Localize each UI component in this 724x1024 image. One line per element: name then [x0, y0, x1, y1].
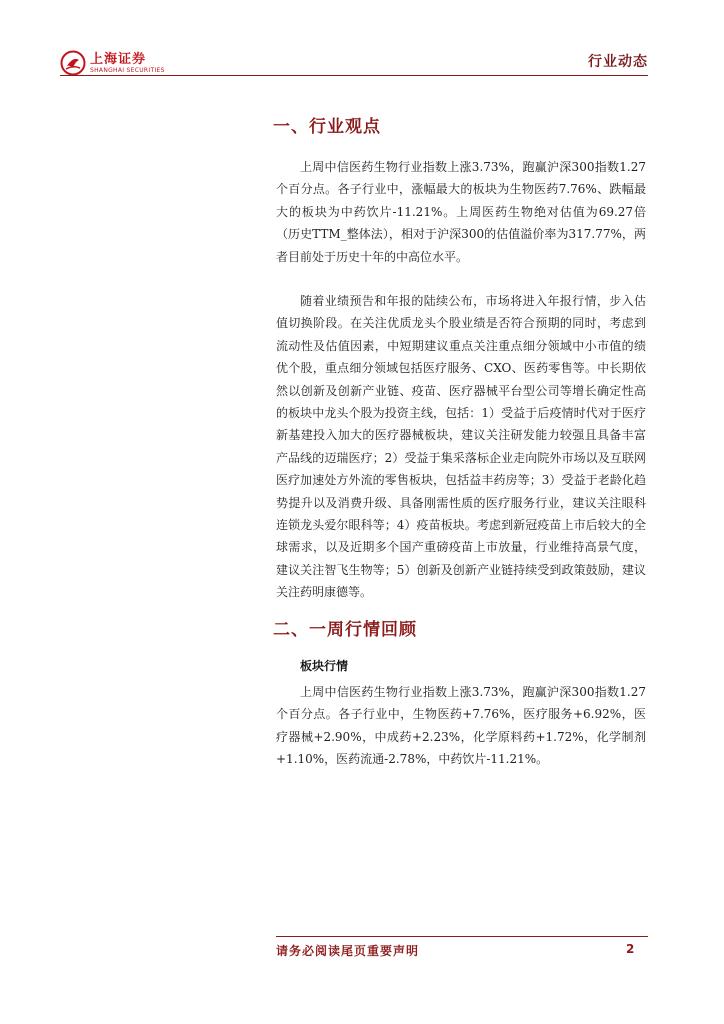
section-title-industry-view: 一、行业观点 [273, 117, 381, 137]
page-number: 2 [626, 942, 635, 956]
subsection-title-sector-performance: 板块行情 [300, 659, 349, 673]
company-logo-mark [60, 50, 86, 76]
section-title-weekly-review: 二、一周行情回顾 [273, 620, 417, 640]
disclaimer-note: 请务必阅读尾页重要声明 [276, 944, 420, 958]
paragraph-sector-performance: 上周中信医药生物行业指数上涨3.73%，跑赢沪深300指数1.27个百分点。各子行业中，生物医药+7.76%，医疗服务+6.92%，医疗器械+2.90%，中成药+2.23%，化学原料药+1.72%，化学制剂+1.10%，医药流通-2.78%，中药饮片-11.21%。 [276, 685, 646, 767]
paragraph-valuation-summary: 上周中信医药生物行业指数上涨3.73%，跑赢沪深300指数1.27个百分点。各子行业中，涨幅最大的板块为生物医药7.76%、跌幅最大的板块为中药饮片-11.21%。上周医药生物绝对估值为69.27倍（历史TTM_整体法），相对于沪深300的估值溢价率为317.77%，两者目前处于历史十年的中高位水平。 [276, 160, 646, 264]
page-header [0, 0, 724, 84]
logo-english-name: SHANGHAI SECURITIES [90, 67, 165, 74]
header-divider [60, 75, 648, 76]
company-logo [60, 50, 165, 76]
paragraph-investment-strategy: 随着业绩预告和年报的陆续公布，市场将进入年报行情，步入估值切换阶段。在关注优质龙头个股业绩是否符合预期的同时，考虑到流动性及估值因素，中短期建议重点关注重点细分领域中小市值的绩优个股，重点细分领域包括医疗服务、CXO、医药零售等。中长期依然以创新及创新产业链、疫苗、医疗器械平台型公司等增长确定性高的板块中龙头个股为投资主线，包括：1）受益于后疫情时代对于医疗新基建投入加大的医疗器械板块，建议关注研发能力较强且具备丰富产品线的迈瑞医疗；2）受益于集采落标企业走向院外市场以及互联网医疗加速处方外流的零售板块，包括益丰药房等；3）受益于老龄化趋势提升以及消费升级、具备刚需性质的医疗服务行业，建议关注眼科连锁龙头爱尔眼科等；4）疫苗板块。考虑到新冠疫苗上市后较大的全球需求，以及近期多个国产重磅疫苗上市放量，行业维持高景气度，建议关注智飞生物等；5）创新及创新产业链持续受到政策鼓励，建议关注药明康德等。 [276, 294, 646, 600]
logo-chinese-name: 上海证券 [90, 52, 147, 67]
report-type-label: 行业动态 [588, 54, 648, 70]
footer-divider [276, 936, 648, 937]
